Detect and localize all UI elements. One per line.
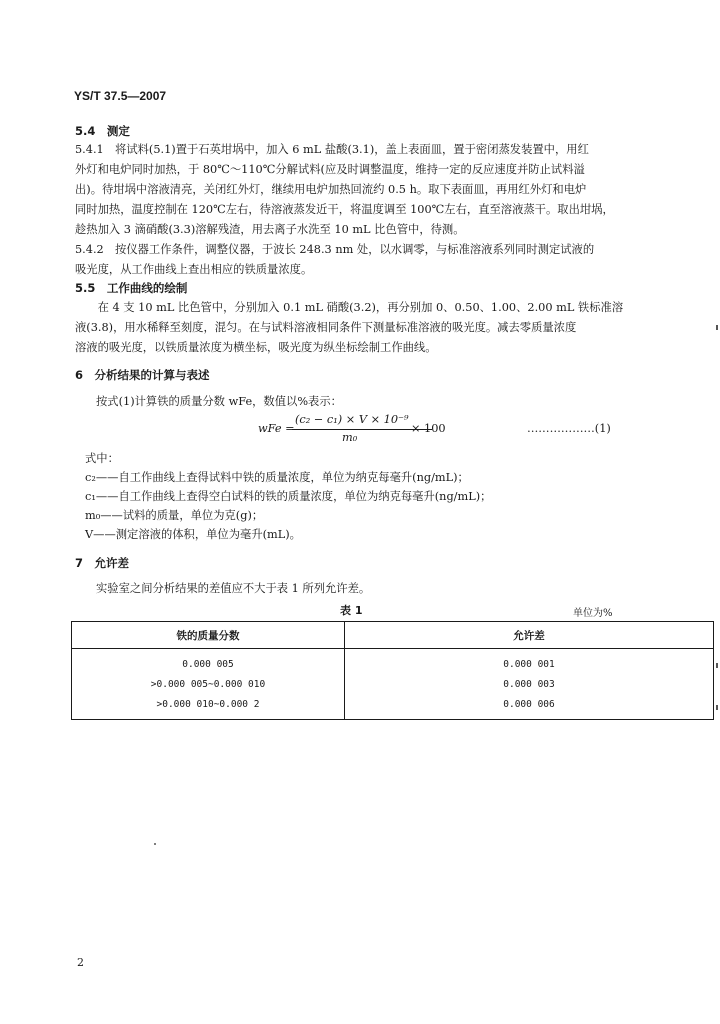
section-7-text: 实验室之间分析结果的差值应不大于表 1 所列允许差。 xyxy=(96,582,371,595)
table-row xyxy=(72,649,714,675)
section-5-4-heading: 5.4 测定 xyxy=(75,124,130,138)
standard-code: YS/T 37.5—2007 xyxy=(74,89,167,103)
text-line: 外灯和电炉同时加热，于 80℃～110℃分解试料(应及时调整温度，维持一定的反应速度并防止试料溢 xyxy=(75,163,585,176)
table-cell: 0.000 003 xyxy=(345,674,714,694)
table-header-row xyxy=(72,622,714,649)
table-cell: 0.000 006 xyxy=(345,694,714,720)
table-unit-note: 单位为% xyxy=(573,608,613,619)
formula-denominator: m₀ xyxy=(342,431,358,444)
section-5-5-heading: 5.5 工作曲线的绘制 xyxy=(75,281,188,295)
text-line: 同时加热，温度控制在 120℃左右，待溶液蒸发近干，将温度调至 100℃左右，直至溶液蒸干。取出坩埚， xyxy=(75,203,614,216)
table-title: 表 1 xyxy=(340,604,363,617)
table-cell: >0.000 010~0.000 2 xyxy=(72,694,345,720)
definition-m0: m₀——试料的质量，单位为克(g)； xyxy=(85,509,264,522)
definition-v: V——测定溶液的体积，单位为毫升(mL)。 xyxy=(85,528,301,541)
table-row xyxy=(72,674,714,694)
scan-mark xyxy=(716,663,718,668)
section-7-heading: 7 允许差 xyxy=(75,556,130,570)
table-cell: >0.000 005~0.000 010 xyxy=(72,674,345,694)
column-header: 允许差 xyxy=(345,622,714,649)
definition-c1: c₁——自工作曲线上查得空白试料的铁的质量浓度，单位为纳克每毫升(ng/mL)； xyxy=(85,490,492,503)
text-line: 液(3.8)，用水稀释至刻度，混匀。在与试料溶液相同条件下测量标准溶液的吸光度。减去零质量浓度 xyxy=(75,321,577,334)
table-cell: 0.000 005 xyxy=(72,649,345,675)
column-header: 铁的质量分数 xyxy=(72,622,345,649)
text-line: 趁热加入 3 滴硝酸(3.3)溶解残渣，用去离子水洗至 10 mL 比色管中，待测。 xyxy=(75,223,465,236)
text-line: 5.4.1 将试料(5.1)置于石英坩埚中，加入 6 mL 盐酸(3.1)，盖上表面皿，置于密闭蒸发装置中，用红 xyxy=(75,143,589,156)
text-line: 吸光度，从工作曲线上查出相应的铁质量浓度。 xyxy=(75,263,313,276)
formula-numerator: (c₂ − c₁) × V × 10⁻⁹ xyxy=(295,413,409,426)
text-line: 5.4.2 按仪器工作条件，调整仪器，于波长 248.3 nm 处，以水调零，与标准溶液系列同时测定试液的 xyxy=(75,243,595,256)
scan-mark xyxy=(716,325,718,330)
equation-number: ………………(1) xyxy=(527,422,611,435)
formula-intro: 按式(1)计算铁的质量分数 wFe，数值以%表示： xyxy=(96,395,342,408)
page-number: 2 xyxy=(77,956,84,969)
tolerance-table xyxy=(71,621,714,720)
scan-dot xyxy=(154,843,156,845)
section-6-heading: 6 分析结果的计算与表述 xyxy=(75,368,210,382)
scan-mark xyxy=(716,705,718,710)
table-cell: 0.000 001 xyxy=(345,649,714,675)
formula-lhs: wFe = xyxy=(258,422,295,435)
where-label: 式中： xyxy=(85,452,119,465)
table-row xyxy=(72,694,714,720)
text-line: 在 4 支 10 mL 比色管中，分别加入 0.1 mL 硝酸(3.2)，再分别加 0、0.50、1.00、2.00 mL 铁标准溶 xyxy=(75,301,624,314)
text-line: 出)。待坩埚中溶液清亮，关闭红外灯，继续用电炉加热回流约 0.5 h。取下表面皿，再用红外灯和电炉 xyxy=(75,183,587,196)
definition-c2: c₂——自工作曲线上查得试料中铁的质量浓度，单位为纳克每毫升(ng/mL)； xyxy=(85,471,469,484)
text-line: 溶液的吸光度，以铁质量浓度为横坐标，吸光度为纵坐标绘制工作曲线。 xyxy=(75,341,437,354)
formula-factor: × 100 xyxy=(411,422,446,435)
